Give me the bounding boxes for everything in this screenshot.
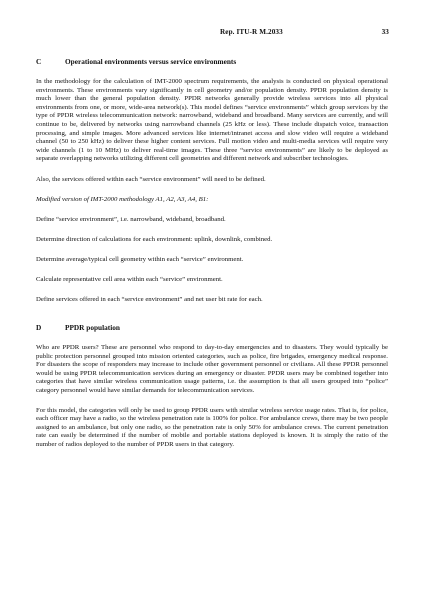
methodology-label: Modified version of IMT-2000 methodology A1, A2, A3, A4, B1:: [36, 195, 209, 203]
step-direction: Determine direction of calculations for each environment: uplink, downlink, combined.: [36, 235, 273, 243]
section-d-letter: D: [36, 322, 42, 332]
section-c-letter: C: [36, 57, 42, 66]
section-c-paragraph-1: In the methodology for the calculation of IMT-2000 spectrum requirements, the analysis is conducted on physical operational environments. These environments vary significantly in cell geometry and/or population density. PPDR population density is much lower than the general population density. PPDR networks generally provide wireless services into all physical environments from one, or more, wide-area network(s). This model defines “service environments” which group services by the type of PPDR wireless telecommunication network: narrowband, wideband and broadband. Many services are currently, and will continue to be, delivered by networks using narrowband channels (25 kHz or less). These include dispatch voice, transaction processing, and simple images. More advanced services like internet/intranet access and slow video will require a wideband channel (50 to 250 kHz) to deliver these higher content services. Full motion video and multi-media services will require very wide channels (1 to 10 MHz) to deliver real-time images. These three “service environments” are likely to be deployed as separate overlapping networks utilizing different cell geometries and different network and subscriber technologies.: [36, 78, 388, 163]
section-d-heading: [36, 322, 388, 333]
running-header-title: Rep. ITU-R M.2033: [220, 28, 283, 36]
section-d-paragraph-1: Who are PPDR users? These are personnel who respond to day-to-day emergencies and to disasters. They would typically be public protection personnel grouped into mission oriented categories, such as police, fire brigades, emergency medical response. For disasters the scope of responders may increase to include other government personnel or civilians. All these PPDR personnel would be using PPDR telecommunication services during an emergency or disaster. PPDR users may be combined together into categories that have similar wireless communication usage patterns, i.e. the assumption is that all users grouped into “police” category personnel would have similar demands for telecommunication services.: [36, 343, 388, 394]
section-c-heading: [36, 56, 388, 67]
step-cell-geometry: Determine average/typical cell geometry within each “service” environment.: [36, 255, 244, 263]
section-d-title: PPDR population: [65, 322, 120, 332]
step-define-environment: Define “service environment”, i.e. narrowband, wideband, broadband.: [36, 215, 226, 223]
section-c-title: Operational environments versus service environments: [65, 57, 237, 66]
step-cell-area: Calculate representative cell area within each “service” environment.: [36, 275, 223, 283]
page-number: 33: [381, 28, 389, 36]
section-d-paragraph-2: For this model, the categories will only be used to group PPDR users with similar wireless service usage rates. That is, for police, each officer may have a radio, so the wireless penetration rate is 100% for police. For ambulance crews, there may be two people assigned to an ambulance, but only one radio, so the penetration rate is only 50% for ambulance crews. The current penetration rate can easily be determined if the number of mobile and portable stations deployed is known. It is simply the ratio of the number of radios deployed to the number of PPDR users in that category.: [36, 406, 388, 448]
section-c-paragraph-2: Also, the services offered within each “service environment” will need to be defined.: [36, 175, 266, 183]
step-services-bitrate: Define services offered in each “service environment” and net user bit rate for each.: [36, 295, 263, 303]
page-content: [36, 56, 388, 449]
